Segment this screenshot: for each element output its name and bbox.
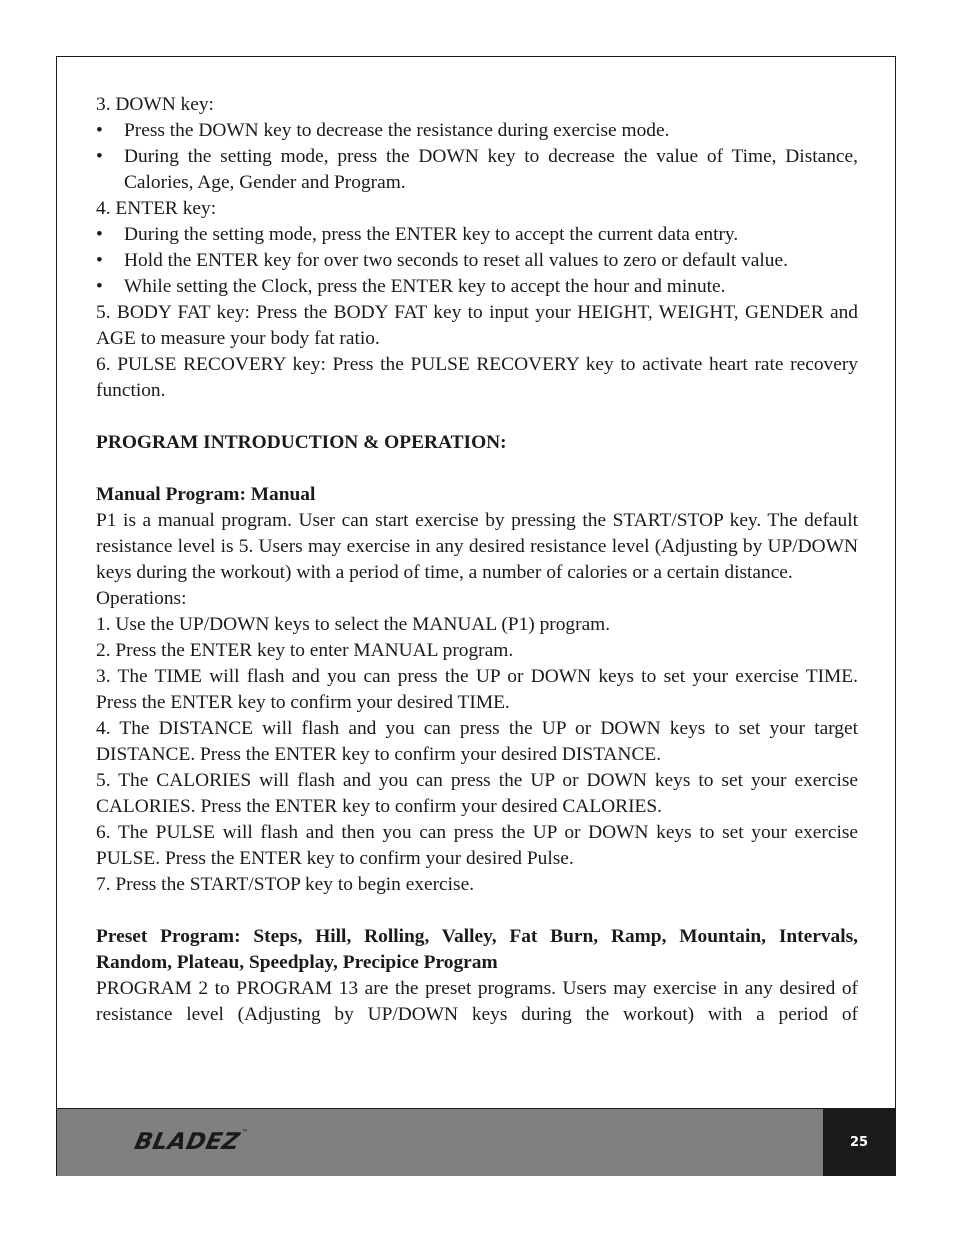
page-number: 25 bbox=[849, 1135, 869, 1150]
operation-step: 7. Press the START/STOP key to begin exercise. bbox=[96, 874, 475, 895]
operation-step: 6. The PULSE will flash and then you can press the UP or DOWN keys to set your exercise PULSE. Press the ENTER key to confirm your desired Pulse. bbox=[96, 822, 858, 869]
body-fat-key-text: 5. BODY FAT key: Press the BODY FAT key to input your HEIGHT, WEIGHT, GENDER and AGE to measure your body fat ratio. bbox=[96, 302, 858, 349]
operation-step: 1. Use the UP/DOWN keys to select the MANUAL (P1) program. bbox=[96, 614, 611, 635]
trademark-symbol: ™ bbox=[240, 1129, 249, 1136]
preset-program-heading: Preset Program: Steps, Hill, Rolling, Valley, Fat Burn, Ramp, Mountain, Intervals, Random, Plateau, Speedplay, Precipice Program bbox=[96, 926, 858, 973]
bladez-logo bbox=[132, 1129, 248, 1155]
operation-step: 2. Press the ENTER key to enter MANUAL program. bbox=[96, 640, 514, 661]
pulse-recovery-key-text: 6. PULSE RECOVERY key: Press the PULSE RECOVERY key to activate heart rate recovery function. bbox=[96, 354, 858, 401]
manual-program-heading: Manual Program: Manual bbox=[96, 484, 316, 505]
bullet-item bbox=[96, 222, 858, 248]
preset-program-description: PROGRAM 2 to PROGRAM 13 are the preset programs. Users may exercise in any desired of resistance level (Adjusting by UP/DOWN keys during the workout) with a period of bbox=[96, 978, 858, 1025]
down-key-title: 3. DOWN key: bbox=[96, 94, 214, 115]
bullet-text: Hold the ENTER key for over two seconds to reset all values to zero or default value. bbox=[124, 250, 788, 271]
bullet-icon: • bbox=[96, 276, 103, 297]
page-number-box bbox=[823, 1109, 895, 1176]
bullet-text: Press the DOWN key to decrease the resistance during exercise mode. bbox=[124, 120, 670, 141]
bullet-text: During the setting mode, press the DOWN key to decrease the value of Time, Distance, Calories, Age, Gender and Program. bbox=[124, 146, 858, 193]
bullet-icon: • bbox=[96, 120, 103, 141]
bullet-item bbox=[96, 144, 858, 196]
operation-step: 5. The CALORIES will flash and you can press the UP or DOWN keys to set your exercise CALORIES. Press the ENTER key to confirm your desired CALORIES. bbox=[96, 770, 858, 817]
page-content bbox=[96, 92, 858, 1028]
enter-key-title: 4. ENTER key: bbox=[96, 198, 217, 219]
operation-step: 4. The DISTANCE will flash and you can press the UP or DOWN keys to set your target DISTANCE. Press the ENTER key to confirm your desired DISTANCE. bbox=[96, 718, 858, 765]
brand-name: BLADEZ bbox=[132, 1129, 243, 1155]
bullet-item bbox=[96, 118, 858, 144]
bullet-icon: • bbox=[96, 250, 103, 271]
bullet-item bbox=[96, 248, 858, 274]
manual-program-description: P1 is a manual program. User can start exercise by pressing the START/STOP key. The default resistance level is 5. Users may exercise in any desired resistance level (Adjusting by UP/DOWN keys during the workout) with a period of time, a number of calories or a certain distance. bbox=[96, 510, 858, 583]
bullet-text: While setting the Clock, press the ENTER key to accept the hour and minute. bbox=[124, 276, 726, 297]
bullet-item bbox=[96, 274, 858, 300]
bullet-icon: • bbox=[96, 224, 103, 245]
bullet-text: During the setting mode, press the ENTER key to accept the current data entry. bbox=[124, 224, 739, 245]
operations-label: Operations: bbox=[96, 588, 187, 609]
bullet-icon: • bbox=[96, 146, 103, 167]
page-footer bbox=[57, 1108, 895, 1176]
operation-step: 3. The TIME will flash and you can press the UP or DOWN keys to set your exercise TIME. Press the ENTER key to confirm your desired TIME. bbox=[96, 666, 858, 713]
program-heading: PROGRAM INTRODUCTION & OPERATION: bbox=[96, 432, 507, 453]
